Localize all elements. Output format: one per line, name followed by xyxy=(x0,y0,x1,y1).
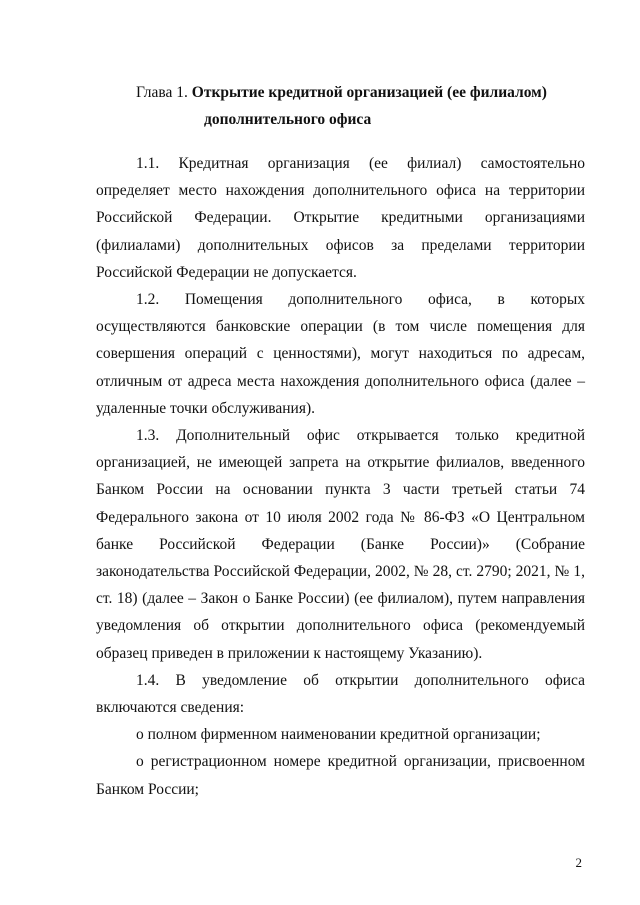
chapter-title-line2: дополнительного офиса xyxy=(204,111,372,128)
paragraph-1-3: 1.3. Дополнительный офис открывается только кредитной организацией, не имеющей запрета на открытие филиалов, введенного Банком России на основании пункта 3 части третьей статьи 74 Федерального закона от 10 июля 2002 года № 86-ФЗ «О Центральном банке Российской Федерации (Банке России)» (Собрание законодательства Российской Федерации, 2002, № 28, ст. 2790; 2021, № 1, ст. 18) (далее – Закон о Банке России) (ее филиалом), путем направления уведомления об открытии дополнительного офиса (рекомендуемый образец приведен в приложении к настоящему Указанию). xyxy=(96,427,585,662)
list-item-registration-number: о регистрационном номере кредитной организации, присвоенном Банком России; xyxy=(96,753,585,798)
document-body xyxy=(96,150,585,803)
page-number: 2 xyxy=(575,855,582,870)
chapter-heading xyxy=(136,79,588,133)
paragraph-1-2: 1.2. Помещения дополнительного офиса, в которых осуществляются банковские операции (в том числе помещения для совершения операций с ценностями), могут находиться по адресам, отличным от адреса места нахождения дополнительного офиса (далее – удаленные точки обслуживания). xyxy=(96,291,585,417)
chapter-number: Глава 1. xyxy=(136,84,188,101)
paragraph-1-4: 1.4. В уведомление об открытии дополнительного офиса включаются сведения: xyxy=(96,671,585,717)
chapter-title-line1: Открытие кредитной организацией (ее филиалом) xyxy=(191,84,547,101)
list-item-full-name: о полном фирменном наименовании кредитной организации; xyxy=(136,726,541,744)
paragraph-1-1: 1.1. Кредитная организация (ее филиал) самостоятельно определяет место нахождения дополнительного офиса на территории Российской Федерации. Открытие кредитными организациями (филиалами) дополнительных офисов за пределами территории Российской Федерации не допускается. xyxy=(96,155,585,281)
